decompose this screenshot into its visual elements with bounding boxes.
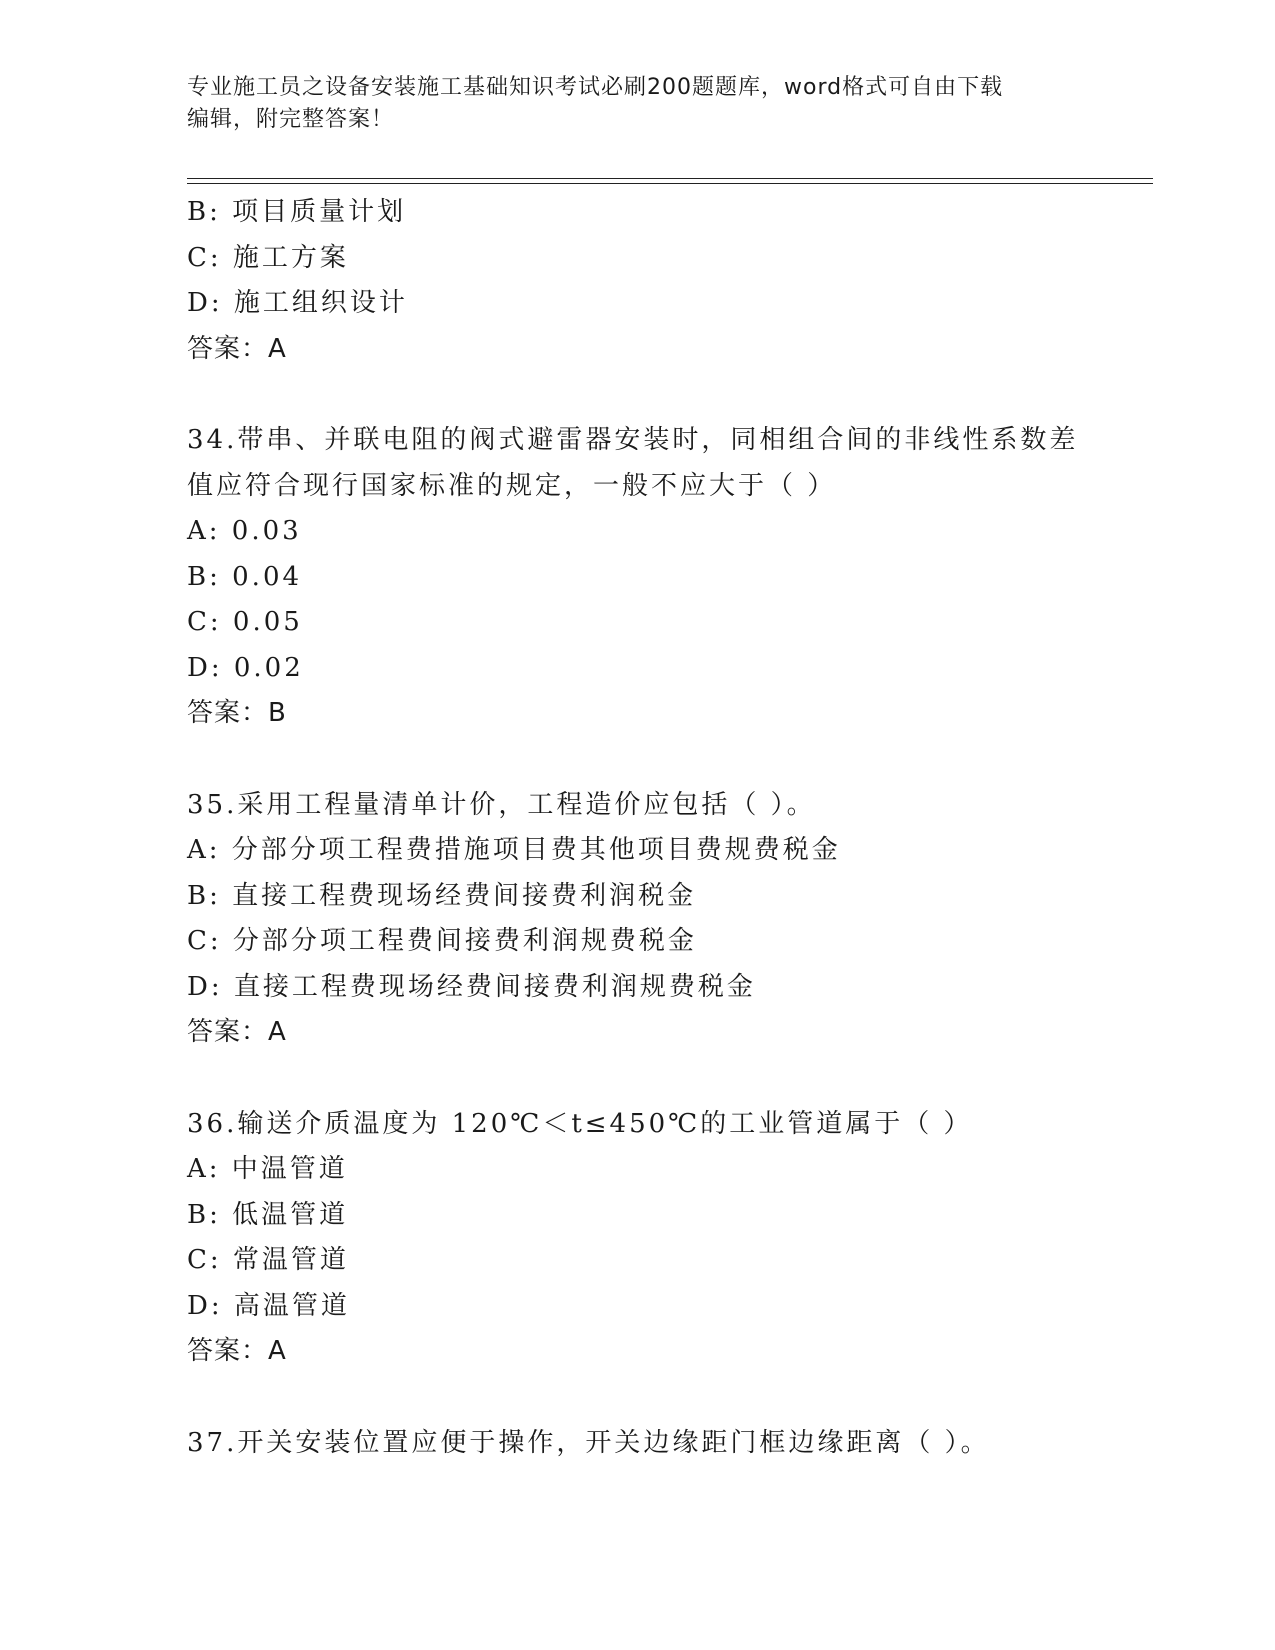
option-b: B: 低温管道 <box>187 1199 349 1230</box>
option-c: C: 施工方案 <box>187 242 349 273</box>
option-b: B: 0.04 <box>187 561 303 592</box>
header-line-1: 专业施工员之设备安装施工基础知识考试必刷200题题库，word格式可自由下载 <box>187 75 1004 100</box>
option-b: B: 直接工程费现场经费间接费利润税金 <box>187 880 697 911</box>
answer-line: 答案：A <box>187 1336 287 1366</box>
question-stem: 35.采用工程量清单计价，工程造价应包括（ ）。 <box>187 789 816 820</box>
option-d: D: 施工组织设计 <box>187 288 408 318</box>
option-d: D: 0.02 <box>187 652 304 683</box>
question-list <box>187 190 1117 1466</box>
option-c: C: 常温管道 <box>187 1245 349 1275</box>
option-c: C: 0.05 <box>187 607 303 637</box>
option-c: C: 分部分项工程费间接费利润规费税金 <box>187 926 697 956</box>
option-d: D: 高温管道 <box>187 1290 350 1321</box>
question-stem: 37.开关安装位置应便于操作，开关边缘距门框边缘距离（ ）。 <box>187 1427 990 1458</box>
header-divider-bottom <box>187 183 1153 184</box>
question-35 <box>187 783 1117 1056</box>
option-b: B: 项目质量计划 <box>187 197 407 227</box>
option-d: D: 直接工程费现场经费间接费利润规费税金 <box>187 971 756 1002</box>
header-line-2: 编辑，附完整答案！ <box>187 107 395 132</box>
answer-line: 答案：A <box>187 1017 287 1047</box>
header-divider-top <box>187 178 1153 179</box>
question-34 <box>187 418 1117 737</box>
option-a: A: 中温管道 <box>187 1154 348 1184</box>
option-a: A: 0.03 <box>187 516 302 546</box>
answer-line: 答案：B <box>187 698 287 728</box>
answer-line: 答案：A <box>187 333 287 364</box>
question-stem: 34.带串、并联电阻的阀式避雷器安装时，同相组合间的非线性系数差 <box>187 425 1079 455</box>
document-header <box>187 72 1087 136</box>
question-stem: 36.输送介质温度为 120℃＜t≤450℃的工业管道属于（ ） <box>187 1108 973 1139</box>
option-a: A: 分部分项工程费措施项目费其他项目费规费税金 <box>187 835 841 865</box>
question-33-tail <box>187 190 1117 372</box>
question-stem-continued: 值应符合现行国家标准的规定，一般不应大于（ ） <box>187 470 837 501</box>
question-36 <box>187 1102 1117 1375</box>
question-37 <box>187 1421 1117 1467</box>
